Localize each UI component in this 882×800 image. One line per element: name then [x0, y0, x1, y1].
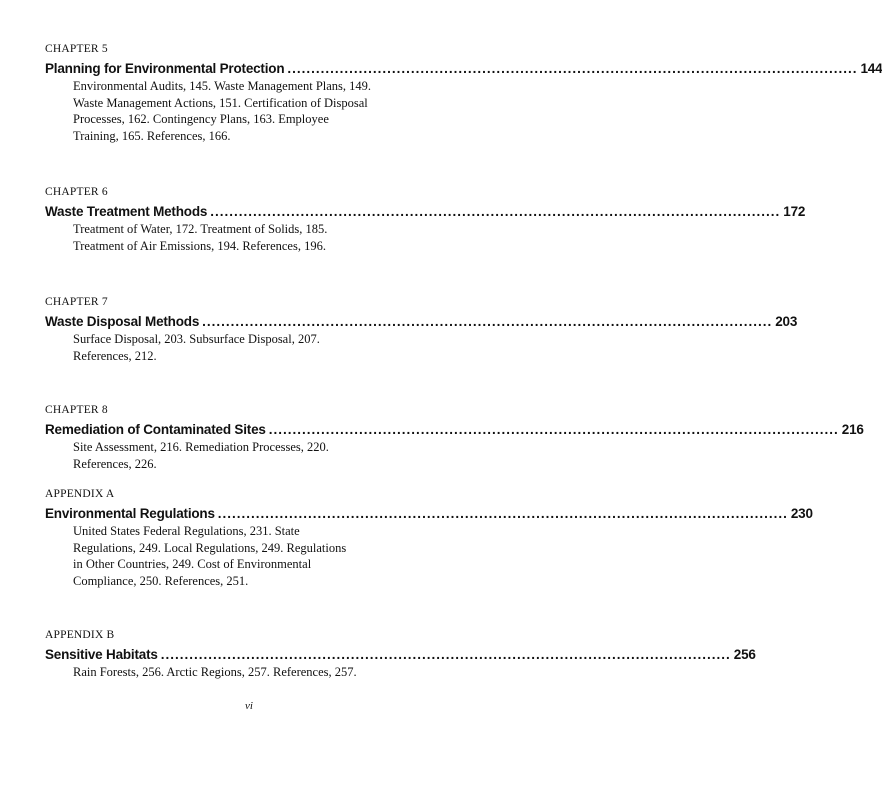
toc-entry-appendix-a: [45, 487, 813, 589]
section-list: [73, 439, 433, 472]
section-line: Treatment of Air Emissions, 194. References, 196.: [73, 238, 326, 253]
chapter-label: APPENDIX A: [45, 488, 115, 500]
title-row: [45, 203, 806, 220]
section-line: Site Assessment, 216. Remediation Processes, 220.: [73, 440, 329, 454]
title-row: [45, 313, 798, 330]
entry-title: Waste Disposal Methods: [45, 314, 200, 329]
toc-entry-chapter-5: [45, 42, 882, 144]
entry-page-number: 172: [783, 204, 806, 219]
entry-title: Waste Treatment Methods: [45, 204, 208, 219]
section-line: Environmental Audits, 145. Waste Management Plans, 149.: [73, 79, 372, 93]
dot-leader: ........................................................................................................................: [160, 647, 731, 662]
chapter-label: CHAPTER 6: [45, 186, 108, 198]
page-folio: vi: [245, 700, 253, 712]
entry-title: Sensitive Habitats: [45, 647, 158, 662]
title-row: [45, 60, 882, 77]
title-row: [45, 505, 813, 522]
section-line: Rain Forests, 256. Arctic Regions, 257. References, 257.: [73, 665, 357, 679]
toc-entry-chapter-8: [45, 403, 864, 472]
dot-leader: ........................................................................................................................: [210, 204, 781, 219]
dot-leader: ........................................................................................................................: [202, 314, 773, 329]
title-row: [45, 421, 864, 438]
entry-page-number: 216: [841, 422, 864, 437]
entry-page-number: 230: [790, 506, 813, 521]
entry-page-number: 256: [733, 647, 756, 662]
entry-page-number: 203: [775, 314, 798, 329]
chapter-label: CHAPTER 8: [45, 404, 108, 416]
section-line: Compliance, 250. References, 251.: [73, 573, 249, 588]
section-line: Processes, 162. Contingency Plans, 163. Employee: [73, 112, 329, 127]
section-list: [73, 664, 433, 681]
section-line: References, 226.: [73, 456, 157, 471]
entry-title: Environmental Regulations: [45, 506, 215, 521]
dot-leader: ........................................................................................................................: [217, 506, 788, 521]
section-line: Regulations, 249. Local Regulations, 249. Regulations: [73, 540, 347, 555]
title-row: [45, 646, 756, 663]
dot-leader: ........................................................................................................................: [268, 422, 839, 437]
section-line: References, 212.: [73, 348, 157, 363]
entry-title: Planning for Environmental Protection: [45, 61, 285, 76]
entry-page-number: 144: [860, 61, 882, 76]
section-list: [73, 523, 433, 589]
section-list: [73, 221, 433, 254]
section-line: Surface Disposal, 203. Subsurface Disposal, 207.: [73, 332, 320, 346]
toc-entry-chapter-6: [45, 185, 806, 254]
dot-leader: ........................................................................................................................: [287, 61, 858, 76]
toc-entry-appendix-b: [45, 628, 756, 681]
entry-title: Remediation of Contaminated Sites: [45, 422, 266, 437]
section-list: [73, 331, 433, 364]
chapter-label: CHAPTER 7: [45, 296, 108, 308]
section-line: Waste Management Actions, 151. Certification of Disposal: [73, 95, 368, 110]
chapter-label: APPENDIX B: [45, 629, 115, 641]
chapter-label: CHAPTER 5: [45, 43, 108, 55]
section-line: United States Federal Regulations, 231. State: [73, 524, 300, 538]
toc-entry-chapter-7: [45, 295, 798, 364]
section-line: Training, 165. References, 166.: [73, 128, 231, 143]
section-list: [73, 78, 433, 144]
section-line: Treatment of Water, 172. Treatment of Solids, 185.: [73, 222, 328, 236]
section-line: in Other Countries, 249. Cost of Environmental: [73, 557, 312, 572]
